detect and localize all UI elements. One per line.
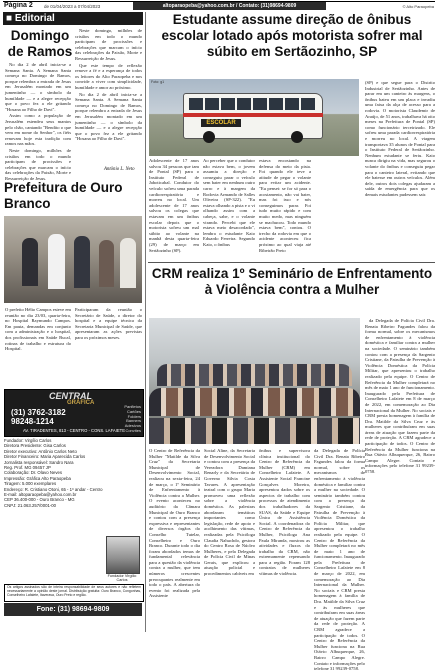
ad-brand: CENTRAL xyxy=(49,391,92,401)
masthead-line: Jornalista responsável: Sandro Nara xyxy=(4,459,74,465)
prefeitura-body-left: O prefeito Hélio Campos esteve em reunião no dia 23/03, quarta-feira, no Hospital Raymundo Campos. Em pauta, demandas em conjunto com a administração e o hospital, dos profissionais em Saúde Bucal, rotinas de trabalho e estrutura do Hospital. xyxy=(5,307,71,352)
ad-phone-1: (31) 3762-3182 xyxy=(11,408,66,417)
photo-figure xyxy=(74,236,90,288)
editorial-paragraph: No dia 2 de abril inicia-se a Semana Santa. A Semana Santa começa no Domingo de Ramos, porque relembra a entrada de Jesus em Jerusalém montado em um jumentinho — o símbolo da humildade — e a alegre recepção que o povo fez a ele gritando "Hosana ao Filho de Davi". xyxy=(5,62,71,112)
editorial-paragraph: No dia 2 de abril inicia-se a Semana Santa. A Semana Santa começa no Domingo de Ramos, porque relembra a entrada de Jesus em Jerusalém montado em um jumentinho — o símbolo da humildade — e a alegre recepção que o povo fez a ele gritando "Hosana ao Filho de Davi". xyxy=(75,91,142,142)
masthead-line: CEP 36.400-000 - Ouro Branco - MG xyxy=(4,497,75,503)
masthead-line: Endereço: R. Cristiano Otoni, 65 - 1º andar - Centro xyxy=(4,486,103,492)
bus-escolar-label: ESCOLAR xyxy=(201,119,241,127)
audience-row xyxy=(157,364,352,386)
photo-figure xyxy=(22,238,38,286)
ad-subtitle: GRÁFICA xyxy=(67,400,95,406)
photo-figure xyxy=(120,238,136,288)
bus-windows xyxy=(189,98,315,110)
editorial-headline: Domingo de Ramos xyxy=(7,28,73,59)
crm-column-1: O Centro de Referência da Mulher "Matilde da Silva Cruz" da Secretaria Municipal de Desenvolvimento Social, realizou na sexta-feira, 24 de março, o 1º Seminário de Enfrentamento à Violência contra a Mulher. O evento aconteceu no auditório da Câmara Municipal de Ouro Branco e contou com a presença expressiva e representantes de diversos órgãos do Conselho Tutelar, Conselheiro e Ouro Branco. Durante todo o dia foram abordados temas de fundamental relevância para a questão da violência contra a mulher, que tem números crescentes preocupantes realmente em todo o país. A abertura do evento foi realizada pela Assistente xyxy=(149,448,200,599)
audience-row xyxy=(149,388,360,416)
distribution-text: Os artigos assinados são de inteira responsabilidade de seus autores e não refletem necessariamente a opinião deste jornal. Distribuição gratuita: Ouro Branco, Congonhas, Conselheiro Lafaiete, Itaverava, Ouro Preto e região. xyxy=(7,585,141,597)
photo-figure xyxy=(48,234,65,289)
founder-photo xyxy=(106,536,140,574)
ad-address: AV. TIRADENTES, 813 - CENTRO - CONS. LAFAIETE xyxy=(22,428,126,433)
editorial-paragraph: Que este tempo de reflexão renove a fé e a esperança de todos os leitores do Alto Paraopeba e nos convide a viver com simplicidade, humildade e amor ao próximo. xyxy=(75,62,142,90)
editorial-label-text: Editorial xyxy=(14,13,55,24)
editorial-paragraph: Neste domingo, milhões de cristãos em todo o mundo participam de procissões e celebrações que marcam o início das celebrações da Paixão, Morte e Ressurreição de Jesus. xyxy=(5,147,71,181)
masthead-line: E-mail: altoparaopeba@yahoo.com.br xyxy=(4,492,77,498)
ad-service-item: Panfletos xyxy=(124,404,141,409)
column-divider xyxy=(145,12,146,632)
ad-service-item: Convites xyxy=(125,427,141,433)
masthead-line: Diretor Financeiro: Maria Aparecida Carlos xyxy=(4,454,86,460)
story-divider xyxy=(148,262,435,263)
editorial-body-right xyxy=(75,28,142,152)
editorial-paragraph: Neste domingo, milhões de cristãos em todo o mundo participam de procissões e celebrações que marcam o início das celebrações da Paixão, Morte e Ressurreição de Jesus. xyxy=(75,28,142,61)
masthead-line: Tiragem: 5.000 exemplares xyxy=(4,481,57,487)
contact-phone-bar xyxy=(4,603,142,616)
crm-paragraph: da Delegada de Polícia Civil Dra. Renata Ribeiro Fagundes falou da forma normal, sobre os mecanismos de enfrentamento à violência doméstica e familiar contra a mulher na sociedade. O seminário também contou com a presença da Sargento Cristiane, da Patrulha de Prevenção à Violência Doméstica da Polícia Militar, que apresentou o trabalho realizado pela equipe. O Centro de Referência da Mulher completará no mês de maio 1 ano de funcionamento. Inaugurado pela Prefeitura de Conselheiro Lafaiete em 8 de março de 2022, em comemoração ao Dia Internacional da Mulher. No sociais e CRM presta homenagem à família de Dra. Matilde da Silva Cruz e às mulheres que contribuíram em suas áreas de atuação que fazem parte da rede de proteção. A CRM agradece a participação de todos. O Centro de Referência da Mulher funciona na Rua Otávio Albuquerque, 26, Bairro Campo Alegre. Contato e informações pelo telefone 31 99239-0758. xyxy=(365,318,435,475)
masthead xyxy=(4,438,104,598)
masthead-line: CNPJ: 21.063.257/0001-00 xyxy=(4,502,57,508)
crm-column-2: Social Aline, da Secretaria de Desenvolvimento Social e contou com a presença da Vereadora Damiana Renarly e da Secretária de Governo Silvia Costa Tavares. A apresentação teatral com o grupo Maria promoveu uma reflexão sobre a violência doméstica. As palestras abordaram temáticas importantes como legislação, rede de apoio e acolhimento das vítimas, realizadas pela Psicóloga Claudia Nahuchdo, gestora do Centro Rosa de Núcleo Mulheres, e pela Delegada de Polícia Civil de Minas Gerais, que explicou a atuação policial e procedimentos cabíveis em xyxy=(204,448,255,577)
bus-wheel xyxy=(291,131,303,143)
ad-service-item: Banners xyxy=(126,418,141,424)
bus-column-1: Adolescente de 17 anos salvou 34 pessoas que iam de Pontal (SP) para o Instituto Federal de Jaboticabal. Condutor do veículo sofreu uma parada cardiorrespiratória e morreu no local. Um adolescente de 17 anos salvou os colegas que estavam em um ônibus escolar depois que o motorista sofreu um mal súbito ao volante na manhã desta quarta-feira (29) de março em Sertãozinho (SP). xyxy=(149,158,199,253)
bus-photo xyxy=(149,79,359,156)
ad-service-item: Cartões xyxy=(126,408,141,414)
contact-text: altoparaopeba@yahoo.com.br / Contato: (31)98694-9809 xyxy=(162,2,297,9)
masthead-line: Colaboração: Dr. Olavo Neves xyxy=(4,470,63,476)
editorial-signature: Antônio L. Neto xyxy=(104,167,135,172)
bus-column-3: estava encostando na defensa do meio da pista. Foi quando ele teve a atitude de pegar o volante para evitar um acidente. "Eu pensei: se for só para o acostamento, não vai bater, mas foi isso e nós conseguimos parar. Foi tudo muito rápido e com muito medo, mas ninguém se machucou. Todo mundo estava bem", contou. O trecho da rodovia em que o acidente aconteceu fica próximo ao qual viaja até Ribeirão Preto xyxy=(259,158,311,253)
crm-headline: CRM realiza 1º Seminário de Enfrentamento à Violência contra a Mulher xyxy=(151,266,433,297)
crm-column-3: ônibus e supervisora clínica institucional do Centro de Referência da Mulher (CRM) em Conselheiro Lafaiete. A Assistente Social Francine Gonçalves Moreira, apresentou dados sobre os aspectos de trabalho com processos de atendimento dos trabalhadores da SUAS, da Saúde e Equipe Única de Assistência Social. A coordenadora do Centro de Referência da Mulher, Psicóloga Ana Paula Miranda, mostrou as atividades e fluxos do trabalho da CRM, não extremamente repensando para a região. Foram 128 contratos de mulheres vítimas de violência. xyxy=(259,448,310,577)
edition-date: de 01/04/2023 a 07/04/2023 xyxy=(44,3,101,9)
photo-credit: Foto: g1 xyxy=(151,80,165,84)
ad-phone-2: 98248-1214 xyxy=(11,417,54,426)
bus-headline: Estudante assume direção de ônibus escolar lotado após motorista sofrer mal súbito em Sertãozinho, SP xyxy=(161,12,423,59)
ad-service-item: Folders xyxy=(127,413,141,419)
editorial-section-bar xyxy=(3,12,143,25)
central-grafica-ad xyxy=(4,389,144,437)
contact-phone: Fone: (31) 98694-9809 xyxy=(36,606,110,613)
ad-service-item: Adesivos xyxy=(124,423,141,429)
contact-bar xyxy=(133,2,326,10)
crm-photo xyxy=(149,318,360,444)
bus-stripe xyxy=(183,113,323,117)
editorial-paragraph: Assim como a população de Jerusalém estendeu seus mantos pelo chão, cantando "Bendito o que vem em nome do Senhor", os fiéis renovam hoje esta tradição com ramos nas mãos. xyxy=(5,113,71,147)
masthead-line: Fundador: Virgílio Carlos xyxy=(4,438,52,443)
prefeitura-body-right: Participaram da reunião o Secretário de Saúde, o diretor do hospital e a equipe técnica da Secretaria Municipal de Saúde, que apresentaram as ações previstas para os próximos meses. xyxy=(75,307,142,340)
photo-figure xyxy=(99,240,114,287)
distribution-box xyxy=(4,584,144,602)
crm-right-top xyxy=(365,318,435,475)
masthead-line: Impressão: Gráfica Alto Paraopeba xyxy=(4,475,71,481)
bus-column-2: Ao perceber que o condutor não estava bem, o jovem assumiu a direção e conseguiu parar o veículo sem bater em nenhum outro carro e à margem da Rodovia Armando de Salles Oliveira (SP-322). "Eu estava olhando a pista e o vi olhando assim com a cabeça, sabe, e o volante virando. Percebi que ele estava meio desacordado", lembra o estudante Kaio Eduardo Ferreira. Segundo Kaio, o ônibus xyxy=(203,158,255,247)
prefeitura-photo xyxy=(4,216,142,303)
crm-column-4: da Delegada de Polícia Civil Dra. Renata Ribeiro Fagundes falou da forma normal, sobre os mecanismos de enfrentamento à violência doméstica e familiar contra a mulher na sociedade. O seminário também contou com a presença da Sargento Cristiane, da Patrulha de Prevenção à Violência Doméstica da Polícia Militar, que apresentou o trabalho realizado pela equipe. O Centro de Referência da Mulher completará no mês de maio 1 ano de funcionamento. Inaugurado pela Prefeitura de Conselheiro Lafaiete em 8 de março de 2022, em comemoração ao Dia Internacional da Mulher. No sociais e CRM presta homenagem à família de Dra. Matilde da Silva Cruz e às mulheres que contribuíram em suas áreas de atuação que fazem parte da rede de proteção. A CRM agradece a participação de todos. O Centro de Referência da Mulher funciona na Rua Otávio Albuquerque, 26, Bairro Campo Alegre. Contato e informações pelo telefone 31 99239-0758. xyxy=(314,448,365,672)
page-header xyxy=(0,0,438,10)
audience-row xyxy=(149,418,360,444)
masthead-line: Reg. Prof. MG 09457 JP xyxy=(4,465,51,471)
editorial-label: ■ Editorial xyxy=(6,13,55,24)
masthead-line: Diretor executivo: Antônio Carlos Neto xyxy=(4,448,77,454)
brand-mark: © Alto Paraopeba xyxy=(402,3,434,9)
bus-column-4: (SP) e que segue para o Distrito Industrial de Sertãozinho. Antes de parar em um canteiro às margens, o ônibus bateu em um placa e invadiu uma faixa da alça de acesso para a rodovia. O motorista Claudemir de Araújo, de 51 anos, trabalhava há oito meses na Prefeitura de Pontal (SP) como funcionário terceirizado. Ele sofreu uma parada cardiorrespiratória e morreu no local. A viagem transportava 35 alunos de Pontal para o Instituto Federal de Sertãozinho. Nenhum estudante se feriu. Kaio nunca dirigiu na vida, mas segurou o volante do ônibus e conseguiu pegar para o canteiro lateral, evitando que ele batesse em outros veículos. Além dele, outros dois colegas ajudaram a saída de emergência para que os demais estudantes pudessem sair. xyxy=(365,80,435,197)
prefeitura-headline: Prefeitura de Ouro Branco xyxy=(4,180,123,211)
bus-wheel xyxy=(203,131,215,143)
founder-caption: Fundador Virgílio Carlos xyxy=(107,574,137,583)
page-number: Página 2 xyxy=(4,2,33,9)
masthead-line: Diretora Presidente: Gisa Carlos xyxy=(4,443,66,449)
